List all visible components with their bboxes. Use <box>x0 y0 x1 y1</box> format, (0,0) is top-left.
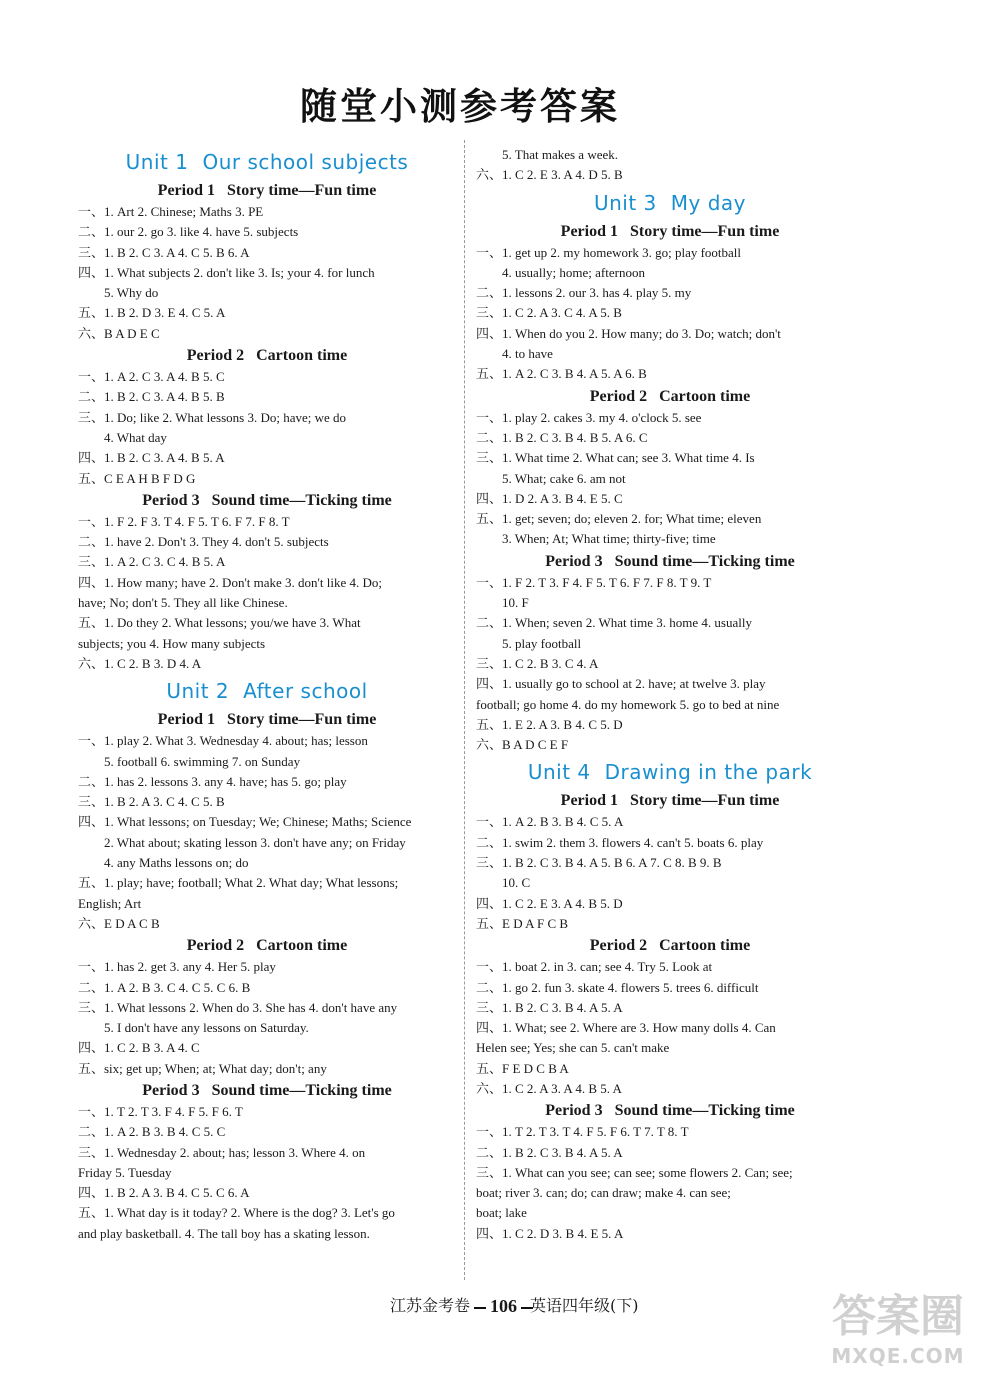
period-heading <box>476 550 864 573</box>
answer-line: 六、1. C 2. A 3. A 4. B 5. A <box>476 1080 622 1096</box>
period-title: Cartoon time <box>256 937 348 955</box>
answer-line: 三、1. Do; like 2. What lessons 3. Do; have; we do <box>78 409 347 425</box>
answer-line: 二、1. go 2. fun 3. skate 4. flowers 5. trees 6. difficult <box>476 979 759 995</box>
left-column <box>78 145 456 1244</box>
answer-line: 二、1. our 2. go 3. like 4. have 5. subjects <box>78 224 299 240</box>
answer-line: 一、1. T 2. T 3. F 4. F 5. F 6. T <box>78 1103 243 1119</box>
answer-line: 四、1. When do you 2. How many; do 3. Do; watch; don't <box>476 325 781 341</box>
unit-heading <box>78 674 456 708</box>
answer-line: 5. Why do <box>104 285 159 301</box>
answer-line: 六、1. C 2. E 3. A 4. D 5. B <box>476 167 623 183</box>
answer-line: 四、1. D 2. A 3. B 4. E 5. C <box>476 490 623 506</box>
answer-line: 3. When; At; What time; thirty-five; time <box>502 531 716 547</box>
answer-line: 五、1. E 2. A 3. B 4. C 5. D <box>476 716 623 732</box>
answer-line: 四、1. C 2. B 3. A 4. C <box>78 1040 200 1056</box>
answer-line: 三、1. What can you see; can see; some flowers 2. Can; see; <box>476 1164 793 1180</box>
period-heading <box>476 220 864 243</box>
unit-number: Unit 2 <box>166 679 230 704</box>
period-heading <box>78 1079 456 1102</box>
footer-page-number <box>470 1294 537 1318</box>
period-heading <box>78 179 456 202</box>
answer-line: 三、1. C 2. B 3. C 4. A <box>476 655 599 671</box>
answer-line: 二、1. B 2. C 3. B 4. A 5. A <box>476 1144 623 1160</box>
footer-subject: 英语四年级(下) <box>530 1296 639 1315</box>
unit-heading <box>476 186 864 220</box>
answer-line: 4. usually; home; afternoon <box>502 264 645 280</box>
period-number: Period 1 <box>157 182 215 199</box>
answer-line: 五、C E A H B F D G <box>78 470 196 486</box>
unit-heading <box>476 755 864 789</box>
answer-line: 三、1. B 2. C 3. B 4. A 5. A <box>476 999 623 1015</box>
answer-line: 四、1. C 2. D 3. B 4. E 5. A <box>476 1225 624 1241</box>
answer-line: English; Art <box>78 895 142 911</box>
period-number: Period 3 <box>142 491 200 509</box>
page-title: 随堂小测参考答案 <box>300 85 620 128</box>
answer-line: 三、1. A 2. C 3. C 4. B 5. A <box>78 554 226 570</box>
footer-series: 江苏金考卷 <box>390 1296 471 1315</box>
period-number: Period 1 <box>560 792 618 810</box>
answer-line: 二、1. have 2. Don't 3. They 4. don't 5. subjects <box>78 534 329 550</box>
right-column <box>476 145 864 1244</box>
answer-line: 二、1. A 2. B 3. C 4. C 5. C 6. B <box>78 979 251 995</box>
answer-line: 一、1. A 2. B 3. B 4. C 5. A <box>476 814 624 830</box>
answer-line: 六、E D A C B <box>78 915 160 931</box>
answer-line: 五、six; get up; When; at; What day; don't; any <box>78 1060 327 1076</box>
period-title: Story time—Fun time <box>227 182 377 199</box>
answer-line: 10. C <box>502 875 531 891</box>
period-number: Period 2 <box>589 937 648 955</box>
unit-title: My day <box>670 190 747 215</box>
answer-line: 一、1. boat 2. in 3. can; see 4. Try 5. Look at <box>476 959 713 975</box>
page-number: 106 <box>490 1296 517 1316</box>
answer-line: 三、1. C 2. A 3. C 4. A 5. B <box>476 305 622 321</box>
answer-line: 二、1. B 2. C 3. A 4. B 5. B <box>78 389 225 405</box>
period-number: Period 2 <box>186 347 245 365</box>
answer-line: 5. What; cake 6. am not <box>502 470 626 486</box>
watermark <box>800 1290 996 1374</box>
period-number: Period 3 <box>545 552 603 570</box>
period-title: Story time—Fun time <box>227 711 377 729</box>
answer-line: 四、1. C 2. E 3. A 4. B 5. D <box>476 895 623 911</box>
answer-line: 4. any Maths lessons on; do <box>104 855 249 871</box>
answer-line: 一、1. F 2. F 3. T 4. F 5. T 6. F 7. F 8. T <box>78 513 290 529</box>
answer-line: 四、1. B 2. C 3. A 4. B 5. A <box>78 450 225 466</box>
period-number: Period 1 <box>157 711 215 729</box>
answer-line: have; No; don't 5. They all like Chinese. <box>78 595 288 611</box>
period-number: Period 2 <box>589 387 648 405</box>
period-heading <box>476 385 864 408</box>
answer-line: 六、B A D C E F <box>476 737 569 753</box>
period-heading <box>78 489 456 512</box>
answer-line: 5. I don't have any lessons on Saturday. <box>104 1020 309 1036</box>
period-title: Sound time—Ticking time <box>211 1081 392 1099</box>
unit-number: Unit 4 <box>527 760 591 785</box>
answer-line: 四、1. What lessons; on Tuesday; We; Chinese; Maths; Science <box>78 814 412 830</box>
answer-line: 4. What day <box>104 429 167 445</box>
answer-line: 六、1. C 2. B 3. D 4. A <box>78 655 202 671</box>
answer-line: 二、1. has 2. lessons 3. any 4. have; has 5. go; play <box>78 773 347 789</box>
unit-title: After school <box>243 679 368 704</box>
watermark-logo: 答案圈 <box>832 1291 964 1342</box>
period-heading <box>476 789 864 812</box>
answer-line: 四、1. What; see 2. Where are 3. How many dolls 4. Can <box>476 1020 776 1036</box>
answer-line: boat; lake <box>476 1205 527 1221</box>
answer-line: subjects; you 4. How many subjects <box>78 635 266 651</box>
period-heading <box>78 934 456 957</box>
answer-line: 五、1. A 2. C 3. B 4. A 5. A 6. B <box>476 366 647 382</box>
answer-line: 10. F <box>502 595 529 611</box>
period-number: Period 3 <box>142 1081 200 1099</box>
answer-line: 三、1. What lessons 2. When do 3. She has 4. don't have any <box>78 999 398 1015</box>
answer-line: 一、1. F 2. T 3. F 4. F 5. T 6. F 7. F 8. T 9. T <box>476 574 712 590</box>
answer-line: 四、1. How many; have 2. Don't make 3. don't like 4. Do; <box>78 574 383 590</box>
answer-line: and play basketball. 4. The tall boy has a skating lesson. <box>78 1225 370 1241</box>
period-title: Story time—Fun time <box>630 222 780 240</box>
answer-line: 一、1. play 2. cakes 3. my 4. o'clock 5. see <box>476 409 702 425</box>
period-heading <box>476 1099 864 1122</box>
period-number: Period 3 <box>545 1102 603 1120</box>
answer-line: 五、1. B 2. D 3. E 4. C 5. A <box>78 305 226 321</box>
period-title: Sound time—Ticking time <box>614 1102 795 1120</box>
watermark-url: MXQE.COM <box>831 1344 965 1368</box>
column-divider <box>464 140 465 1280</box>
answer-line: 4. to have <box>502 346 553 362</box>
unit-title: Drawing in the park <box>604 760 813 785</box>
answer-line: Helen see; Yes; she can 5. can't make <box>476 1040 670 1056</box>
period-heading <box>78 708 456 731</box>
answer-line: 五、1. Do they 2. What lessons; you/we have 3. What <box>78 615 361 631</box>
answer-line: 二、1. B 2. C 3. B 4. B 5. A 6. C <box>476 429 648 445</box>
answer-line: 三、1. Wednesday 2. about; has; lesson 3. Where 4. on <box>78 1144 366 1160</box>
unit-number: Unit 1 <box>125 150 189 174</box>
period-title: Story time—Fun time <box>630 792 780 810</box>
answer-line: 五、1. get; seven; do; eleven 2. for; What time; eleven <box>476 511 762 527</box>
answer-line: 2. What about; skating lesson 3. don't have any; on Friday <box>104 834 406 850</box>
answer-line: 二、1. lessons 2. our 3. has 4. play 5. my <box>476 285 692 301</box>
period-heading <box>476 934 864 957</box>
answer-line: 五、1. play; have; football; What 2. What day; What lessons; <box>78 875 399 891</box>
answer-line: 一、1. T 2. T 3. T 4. F 5. F 6. T 7. T 8. T <box>476 1124 689 1140</box>
period-title: Sound time—Ticking time <box>211 491 392 509</box>
answer-line: 一、1. play 2. What 3. Wednesday 4. about; has; lesson <box>78 733 368 749</box>
answer-line: football; go home 4. do my homework 5. go to bed at nine <box>476 696 780 712</box>
answer-line: 四、1. usually go to school at 2. have; at twelve 3. play <box>476 676 766 692</box>
answer-line: 5. play football <box>502 635 582 651</box>
unit-number: Unit 3 <box>593 190 657 215</box>
period-title: Sound time—Ticking time <box>614 552 795 570</box>
answer-line: 一、1. A 2. C 3. A 4. B 5. C <box>78 369 225 385</box>
period-heading <box>78 344 456 367</box>
answer-line: Friday 5. Tuesday <box>78 1164 172 1180</box>
answer-line: 5. That makes a week. <box>502 147 618 162</box>
answer-line: 三、1. B 2. A 3. C 4. C 5. B <box>78 794 225 810</box>
period-number: Period 2 <box>186 937 245 955</box>
answer-line: boat; river 3. can; do; can draw; make 4. can see; <box>476 1185 731 1201</box>
answer-line: 一、1. Art 2. Chinese; Maths 3. PE <box>78 204 264 219</box>
answer-line: 五、F E D C B A <box>476 1060 569 1076</box>
answer-line: 一、1. has 2. get 3. any 4. Her 5. play <box>78 959 276 975</box>
answer-line: 四、1. What subjects 2. don't like 3. Is; your 4. for lunch <box>78 264 375 280</box>
answer-line: 二、1. swim 2. them 3. flowers 4. can't 5. boats 6. play <box>476 834 764 850</box>
unit-heading <box>78 145 456 179</box>
answer-line: 四、1. B 2. A 3. B 4. C 5. C 6. A <box>78 1185 250 1201</box>
period-title: Cartoon time <box>659 937 751 955</box>
answer-line: 五、1. What day is it today? 2. Where is the dog? 3. Let's go <box>78 1205 395 1221</box>
answer-line: 三、1. B 2. C 3. B 4. A 5. B 6. A 7. C 8. B 9. B <box>476 855 722 871</box>
answer-line: 二、1. A 2. B 3. B 4. C 5. C <box>78 1124 226 1140</box>
period-title: Cartoon time <box>659 387 751 405</box>
answer-line: 三、1. What time 2. What can; see 3. What time 4. Is <box>476 450 755 466</box>
answer-line: 五、E D A F C B <box>476 915 569 931</box>
answer-line: 三、1. B 2. C 3. A 4. C 5. B 6. A <box>78 244 250 260</box>
period-number: Period 1 <box>560 222 618 240</box>
unit-title: Our school subjects <box>202 150 409 174</box>
answer-line: 六、B A D E C <box>78 325 160 341</box>
answer-line: 一、1. get up 2. my homework 3. go; play football <box>476 244 742 260</box>
answer-line: 二、1. When; seven 2. What time 3. home 4. usually <box>476 615 752 631</box>
answer-line: 5. football 6. swimming 7. on Sunday <box>104 753 301 769</box>
period-title: Cartoon time <box>256 347 348 365</box>
